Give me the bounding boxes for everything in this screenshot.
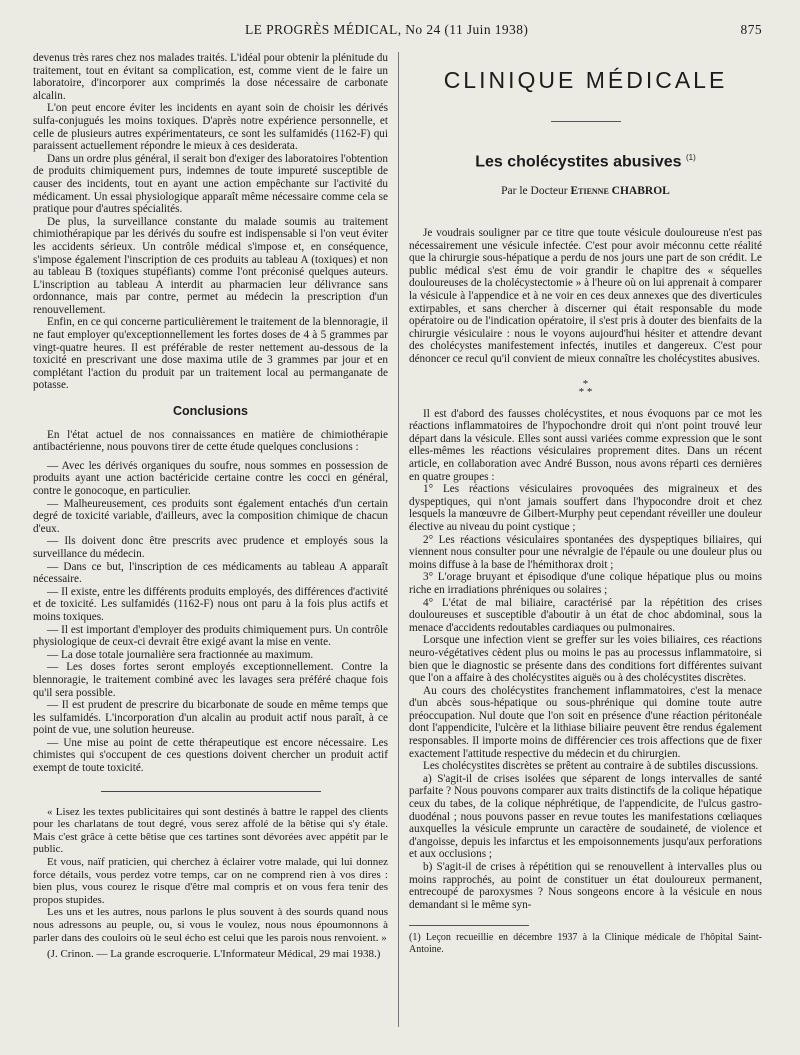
column-divider	[398, 52, 399, 1027]
conclusion-item: — Une mise au point de cette thérapeutique est encore nécessaire. Les chimistes qui s'occupent de ces questions doivent chercher un produit actif exempt de toute toxicité.	[33, 736, 388, 775]
asterism-star: *	[586, 385, 593, 398]
footnote-rule	[409, 925, 529, 926]
footnote: (1) Leçon recueillie en décembre 1937 à la Clinique médicale de l'hôpital Saint-Antoine.	[409, 932, 762, 955]
conclusion-item: — Avec les dérivés organiques du soufre, nous sommes en possession de produits ayant une action bactéricide certaine contre les cocci en général, contre le gonocoque, en particulier.	[33, 459, 388, 497]
asterism-pair	[409, 385, 762, 398]
quote-citation: (J. Crinon. — La grande escroquerie. L'Informateur Médical, 29 mai 1938.)	[47, 948, 381, 961]
conclusion-item: — Ils doivent donc être prescrits avec prudence et employés sous la surveillance du médecin.	[33, 535, 388, 560]
right-column	[409, 52, 762, 955]
conclusion-item: — Dans ce but, l'inscription de ces médicaments au tableau A apparaît nécessaire.	[33, 560, 388, 586]
author-name: Etienne CHABROL	[570, 184, 670, 197]
body-paragraph: Dans un ordre plus général, il serait bon d'exiger des laboratoires l'obtention de produits chimiquement purs, indemnes de toute impureté susceptible de causer des incidents, tout en ayant une action empêchante sur l'activité du médicament. Un essai physiologique apparaît même nécessaire comme cela se pratique pour d'autres spécialités.	[33, 152, 388, 216]
asterism-star: *	[582, 377, 589, 390]
title-rule	[551, 121, 621, 122]
body-paragraph: De plus, la surveillance constante du malade soumis au traitement chimiothérapique par les dérivés du soufre est indispensable si l'on veut éviter les accidents sérieux. Un contrôle médical s'impose et, en conséquence, s'impose également l'inscription de ces produits au tableau A (toxiques) et non au tableau B (toxiques stupéfiants) comme l'ont préconisé quelques auteurs. L'inscription au tableau A interdit au pharmacien leur délivrance sans ordonnance, mais par contre, permet au médecin la prescription d'un renouvellement.	[33, 215, 388, 316]
title-footnote-marker: (1)	[686, 152, 696, 162]
quote-paragraph: « Lisez les textes publicitaires qui sont destinés à battre le rappel des clients pour les charlatans de tout degré, vous serez affolé de la bêtise qui s'y étale. Mais c'est grâce à cette bêtise que ces tartines sont dévorées avec appétit par le public.	[33, 805, 388, 856]
conclusions-list	[33, 460, 388, 775]
intro-paragraph: Je voudrais souligner par ce titre que toute vésicule douloureuse n'est pas nécessairement une vésicule infectée. C'est pour avoir méconnu cette réalité que la chirurgie sous-hépatique a perdu de nos jours une part de son crédit. Le public médical s'est ému de voir grandir le chapitre des « séquelles douloureuses de la cholécystectomie » à l'heure où on lui apprenait à comparer la vésicule à l'appendice et à ne voir en ces deux annexes que des diverticules extirpables, et sans chercher à discerner qui était responsable du mode opératoire ou de l'indication opératoire, il s'est pris à douter des bienfaits de la chirurgie vésiculaire : nous le voyons aujourd'hui hésiter et attendre devant des cholécystes manifestement infectés, inutiles et dangereux. C'est pour dénoncer ce recul qu'il convient de mieux connaître les cholécystites abusives.	[409, 227, 762, 366]
conclusion-item: — La dose totale journalière sera fractionnée au maximum.	[47, 648, 314, 661]
body-paragraph: 1° Les réactions vésiculaires provoquées des migraineux et des dyspeptiques, qui n'ont jamais souffert dans l'hypocondre droit et chez lesquels la manœuvre de Gilbert-Murphy peut cependant réveiller une douleur élective au niveau du point cystique ;	[409, 483, 762, 533]
body-paragraph: 3° L'orage bruyant et épisodique d'une colique hépatique plus ou moins riche en irradiations phréniques ou solaires ;	[409, 571, 762, 596]
body-paragraph: Au cours des cholécystites franchement inflammatoires, c'est la menace d'un abcès sous-hépatique ou sous-phrénique qui domine toute autre préoccupation. Nul doute que l'on soit en présence d'une réaction péritonéale dont l'appendicite, l'ulcère et la lithiase biliaire peuvent être rendus également responsables. Il importe moins de différencier ces trois affections que de fixer exactement l'attitude respective du médecin et du chirurgien.	[409, 684, 762, 760]
conclusions-intro: En l'état actuel de nos connaissances en matière de chimiothérapie antibactérienne, nous pouvons tirer de cette étude quelques conclusions :	[33, 428, 388, 454]
article-title	[409, 152, 762, 169]
conclusion-item: — Il est prudent de prescrire du bicarbonate de soude en même temps que les sulfamidés. L'incorporation d'un alcalin au produit actif nous paraît, à ce point de vue, une solution heureuse.	[33, 699, 388, 737]
body-paragraph: b) S'agit-il de crises à répétition qui se renouvellent à intervalles plus ou moins rapprochés, au point de constituer un état douloureux permanent, entrecoupé de paroxysmes ? Nous songeons encore à la vésicule en nous demandant si le même syn-	[409, 861, 762, 911]
body-paragraph: 4° L'état de mal biliaire, caractérisé par la répétition des crises douloureuses et susceptible d'aboutir à un état de choc abdominal, sous la menace d'accidents redoutables cardiaques ou pulmonaires.	[409, 596, 762, 634]
journal-title: LE PROGRÈS MÉDICAL, No 24 (11 Juin 1938)	[245, 22, 529, 37]
byline-prefix: Par le Docteur	[501, 184, 568, 197]
asterism-star: *	[578, 385, 585, 398]
byline	[409, 185, 762, 198]
section-title: CLINIQUE MÉDICALE	[443, 67, 728, 93]
body-paragraph: Enfin, en ce qui concerne particulièrement le traitement de la blennoragie, il ne faut employer qu'exceptionnellement les fortes doses de 4 à 5 grammes par vingt-quatre heures. Il est préférable de rester nettement au-dessous de la toxicité en prescrivant une dose maxima utile de 3 grammes par jour et en complétant l'action du produit par un traitement local au permanganate de potasse.	[33, 316, 388, 392]
conclusion-item: — Les doses fortes seront employés exceptionnellement. Contre la blennoragie, le traitement combiné avec les lavages sera préféré chaque fois qu'il sera possible.	[33, 661, 388, 699]
running-header	[40, 22, 762, 42]
body-paragraph: devenus très rares chez nos malades traités. L'idéal pour obtenir la plénitude du traitement, tout en évitant sa complication, est, comme vient de le faire un laboratoire, d'incorporer aux comprimés la dose nécessaire de carbonate alcalin.	[33, 52, 388, 102]
body-paragraph: Les cholécystites discrètes se prêtent au contraire à de subtiles discussions.	[423, 760, 759, 773]
body-paragraph: 2° Les réactions vésiculaires spontanées des dyspeptiques biliaires, qui viennent nous consulter pour une névralgie de l'épaule ou une douleur plus ou moins diffuse à la base de l'hémithorax droit ;	[409, 533, 762, 571]
body-paragraph: Lorsque une infection vient se greffer sur les voies biliaires, ces réactions neuro-végétatives cèdent plus ou moins le pas au processus inflammatoire, si bien que le diagnostic se présente dans des conditions fort différentes suivant que l'on a affaire à des cholécystites aiguës ou à des cholécystites discrètes.	[409, 634, 762, 685]
body-paragraph: a) S'agit-il de crises isolées que séparent de longs intervalles de santé parfaite ? Nous pouvons comparer aux traits distinctifs de la colique hépatique ceux du tabes, de la colique néphrétique, de l'appendicite, de l'ulcus gastro-duodénal ; nous pouvons passer en revue toutes les manifestations cœliaques auxquelles la vésicule emprunte un caractère de soudaineté, de violence et d'angoisse, depuis les infarctus et les empoisonnements jusqu'aux perforations et aux occlusions ;	[409, 772, 762, 861]
article-title-text: Les cholécystites abusives	[475, 152, 682, 170]
conclusion-item: — Malheureusement, ces produits sont également entachés d'un certain degré de toxicité variable, d'ailleurs, avec la composition chimique de chacun d'eux.	[33, 497, 388, 535]
asterism	[409, 377, 762, 398]
section-rule	[101, 791, 321, 792]
body-paragraph: Il est d'abord des fausses cholécystites, et nous évoquons par ce mot les réactions inflammatoires de l'hypochondre droit qui n'ont point trouvé leur départ dans la vésicule. Elles sont aussi variées comme expression que le sont elles-mêmes les réactions vésiculaires proprement dites. Dans un récent article, en collaboration avec André Busson, nous avons réparti ces dernières en quatre groupes :	[409, 407, 762, 483]
conclusion-item: — Il est important d'employer des produits chimiquement purs. Un contrôle physiologique de ceux-ci devrait être exigé avant la mise en vente.	[33, 623, 388, 649]
quote-paragraph: Et vous, naïf praticien, qui cherchez à éclairer votre malade, qui lui donnez force détails, vous perdez votre temps, car on ne comprend rien à vos dires : bien plus, vous courez le risque d'être mal compris et on vous fera tenir des propos stupides.	[33, 856, 388, 906]
quote-paragraph: Les uns et les autres, nous parlons le plus souvent à des sourds quand nous nous adressons au peuple, ou, si vous le voulez, nous nous époumonnons à parler dans des couloirs où le seul écho est celui que les parois nous renvoient. »	[33, 906, 388, 944]
conclusions-heading: Conclusions	[172, 404, 248, 419]
conclusion-item: — Il existe, entre les différents produits employés, des différences d'activité et de toxicité. Les sulfamidés (1162-F) nous ont paru à la fois plus actifs et moins toxiques.	[33, 585, 388, 623]
body-paragraph: L'on peut encore éviter les incidents en ayant soin de choisir les dérivés sulfa-conjugués les moins toxiques. D'après notre expérience personnelle, et celle de plusieurs autres expérimentateurs, ce sont les sulfamidés (1162-F) qui paraissent actuellement répondre le mieux à ces desiderata.	[33, 102, 388, 153]
left-column	[33, 52, 388, 961]
page-number: 875	[740, 22, 762, 37]
quote-block	[33, 806, 388, 961]
